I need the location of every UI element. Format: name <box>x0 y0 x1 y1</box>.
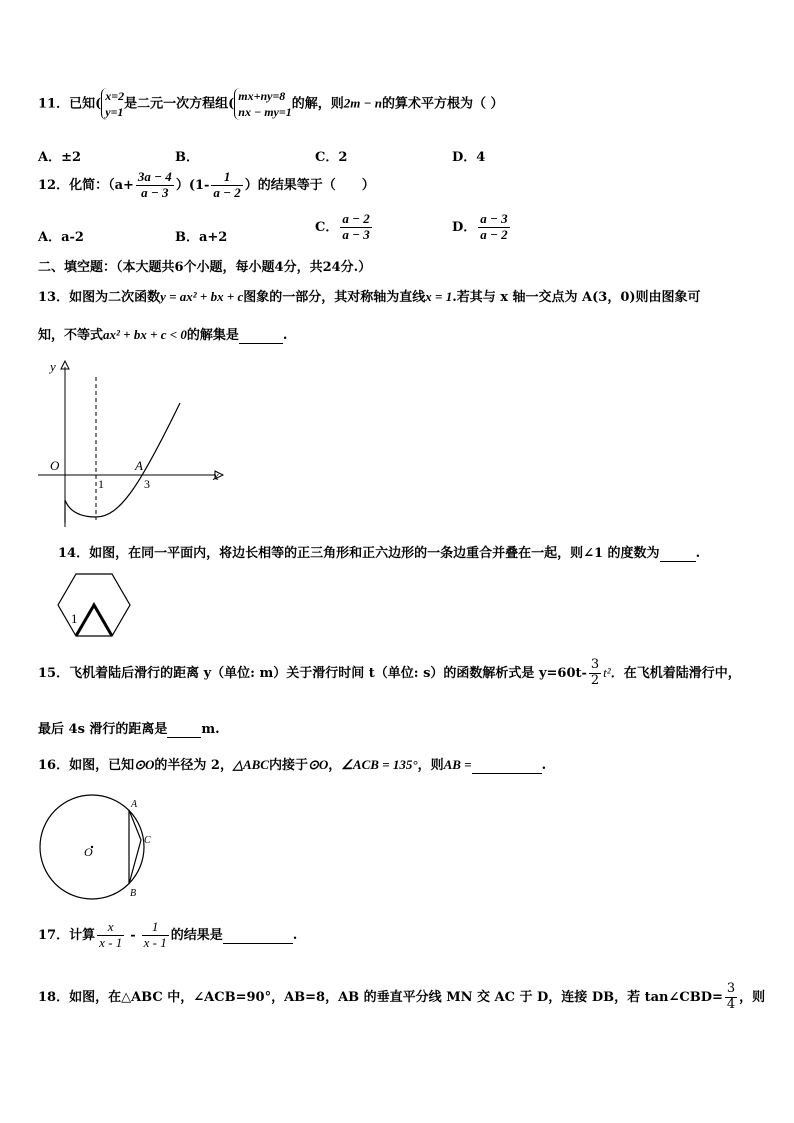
question-14 <box>58 542 700 562</box>
question-13-line2 <box>38 324 287 344</box>
tick-1-label: 1 <box>98 477 104 491</box>
question-16 <box>38 754 546 774</box>
q18-text-b: ，则 <box>739 989 766 1005</box>
q11-sys2-row1: mx+ny=8 <box>238 89 286 103</box>
center-label: O <box>84 845 93 859</box>
q16-text-a: 16．如图，已知 <box>38 758 135 773</box>
question-12 <box>38 170 375 201</box>
q12-option-c <box>315 212 374 243</box>
q16-text-c: 内接于 <box>268 758 308 773</box>
q16-circle-1: ⊙O <box>134 757 155 772</box>
q11-solution-system <box>101 88 124 120</box>
tick-3-label: 3 <box>144 477 150 491</box>
q17-f1-num: x <box>97 920 124 936</box>
q12-fraction-1 <box>136 170 174 201</box>
q12-option-c-label: C． <box>315 219 339 235</box>
y-label: y <box>50 359 56 374</box>
q17-answer-blank <box>223 928 293 944</box>
point-c-label: C <box>144 835 151 846</box>
q14-end: . <box>695 546 701 561</box>
q11-option-b: B． <box>175 150 199 165</box>
q12-option-a: A．a-2 <box>38 230 84 245</box>
q13-inequality: ax² + bx + c < 0 <box>103 327 187 342</box>
q17-f2-den: x - 1 <box>143 934 167 950</box>
q11-option-a: A．±2 <box>38 150 82 165</box>
q16-circle-2: ⊙O <box>307 757 329 772</box>
question-13-line1 <box>38 286 701 305</box>
q16-ab: AB = <box>443 757 472 772</box>
q15-line2-text: 最后 4s 滑行的距离是 <box>38 722 168 737</box>
q13-axis: x = 1 <box>425 289 453 304</box>
q12-option-c-fraction <box>340 212 371 243</box>
q18-text-a: 18．如图，在△ABC 中，∠ACB=90°，AB=8，AB 的垂直平分线 MN 交 AC 于 D，连接 DB，若 tan∠CBD= <box>38 989 723 1005</box>
section-heading-fill-in: 二、填空题：（本大题共6个小题，每小题4分，共24分.） <box>38 260 372 275</box>
q12-option-b: B．a+2 <box>175 230 228 245</box>
q18-fraction <box>725 982 737 1013</box>
q13-parabola-figure <box>30 355 230 535</box>
parabola-curve <box>65 403 180 523</box>
q12-frac2-den: a − 2 <box>213 184 241 200</box>
q15-unit: m. <box>201 722 220 737</box>
q17-f2-num: 1 <box>142 920 169 936</box>
q13-function: y = ax² + bx + c <box>160 289 244 304</box>
q11-paren-open-2: ( <box>228 96 235 112</box>
q18-frac-num: 3 <box>726 981 736 996</box>
q14-hexagon-figure <box>54 572 134 640</box>
q12-optd-num: a − 3 <box>480 211 508 226</box>
q11-sys1-row2: y=1 <box>105 105 124 120</box>
inscribed-triangle <box>129 810 141 884</box>
question-17 <box>38 920 297 951</box>
q16-triangle: △ABC <box>232 757 269 772</box>
q12-tail: ）的结果等于（ ） <box>244 177 375 193</box>
q16-answer-blank <box>472 758 542 774</box>
q11-mid-text: 是二元一次方程组 <box>124 96 229 112</box>
q11-sys2-row2: nx − my=1 <box>238 105 292 120</box>
q12-frac2-num: 1 <box>211 170 242 186</box>
x-label: x <box>213 468 219 483</box>
triangle <box>76 605 112 636</box>
q15-fraction <box>589 658 601 689</box>
q15-text-a: 15．飞机着陆后滑行的距离 y（单位: m）关于滑行时间 t（单位: s）的函数解析式是 y=60t- <box>38 665 587 681</box>
q13-text-e: 的解集是 <box>186 328 239 343</box>
q11-equation-system <box>234 88 291 120</box>
q11-option-d: D．4 <box>452 150 486 165</box>
question-15-line2 <box>38 718 220 738</box>
q17-end: . <box>292 927 298 943</box>
question-15 <box>38 658 741 689</box>
q17-fraction-2 <box>142 920 169 951</box>
q12-optd-den: a − 2 <box>480 226 508 242</box>
q18-frac-den: 4 <box>726 996 736 1012</box>
q15-text-b: ．在飞机着陆滑行中， <box>610 665 741 681</box>
q12-mid: ）(1- <box>175 177 210 193</box>
q12-prefix: 12．化简：（a+ <box>38 177 134 193</box>
q12-frac1-den: a − 3 <box>141 184 169 200</box>
q12-option-d-label: D． <box>452 219 477 235</box>
q12-optc-den: a − 3 <box>342 226 370 242</box>
q15-frac-den: 2 <box>590 672 600 688</box>
q16-text-d: ， <box>328 758 342 773</box>
point-a-label: A <box>135 458 143 473</box>
q16-text-b: 的半径为 2， <box>154 758 233 773</box>
q17-fraction-1 <box>97 920 124 951</box>
q12-option-d <box>452 212 512 243</box>
question-18 <box>38 982 765 1013</box>
point-a-label: A <box>131 799 138 810</box>
origin-label: O <box>50 458 60 473</box>
q11-option-c: C．2 <box>315 150 348 165</box>
q15-t-squared: t² <box>603 664 611 680</box>
q13-end: . <box>282 328 288 343</box>
q14-text: 14．如图，在同一平面内，将边长相等的正三角形和正六边形的一条边重合并叠在一起，则∠1 的度数为 <box>58 546 660 561</box>
q11-paren-open: ( <box>95 96 102 112</box>
q12-fraction-2 <box>211 170 242 201</box>
q16-angle: ∠ACB = 135° <box>341 757 418 772</box>
angle-1-label: 1 <box>71 611 78 626</box>
q12-option-d-fraction <box>478 212 509 243</box>
q11-prefix: 11．已知 <box>38 96 96 112</box>
q16-end: . <box>541 758 547 773</box>
q11-expression: 2m − n <box>343 95 382 111</box>
q13-text-b: 图象的一部分，其对称轴为直线 <box>243 290 426 305</box>
q12-optc-num: a − 2 <box>342 211 370 226</box>
q13-text-c: .若其与 x 轴一交点为 A(3，0)则由图象可 <box>452 290 701 305</box>
q11-sys1-row1: x=2 <box>105 89 125 103</box>
q15-frac-num: 3 <box>590 657 600 672</box>
point-b-label: B <box>130 888 137 899</box>
q11-tail2: 的算术平方根为（ ） <box>381 96 504 112</box>
q13-answer-blank <box>239 328 283 344</box>
q15-answer-blank <box>167 722 201 738</box>
q13-text-d: 知，不等式 <box>38 328 104 343</box>
q17-text-b: 的结果是 <box>170 927 223 943</box>
q17-f1-den: x - 1 <box>99 934 123 950</box>
q17-minus: - <box>130 927 136 943</box>
q16-text-e: ，则 <box>417 758 444 773</box>
question-11 <box>38 88 504 120</box>
q12-frac1-num: 3a − 4 <box>137 169 172 184</box>
q17-text-a: 17．计算 <box>38 927 96 943</box>
q14-answer-blank <box>660 546 696 562</box>
q13-text-a: 13．如图为二次函数 <box>38 290 161 305</box>
q11-tail1: 的解，则 <box>291 96 344 112</box>
q16-circle-figure <box>36 794 160 902</box>
